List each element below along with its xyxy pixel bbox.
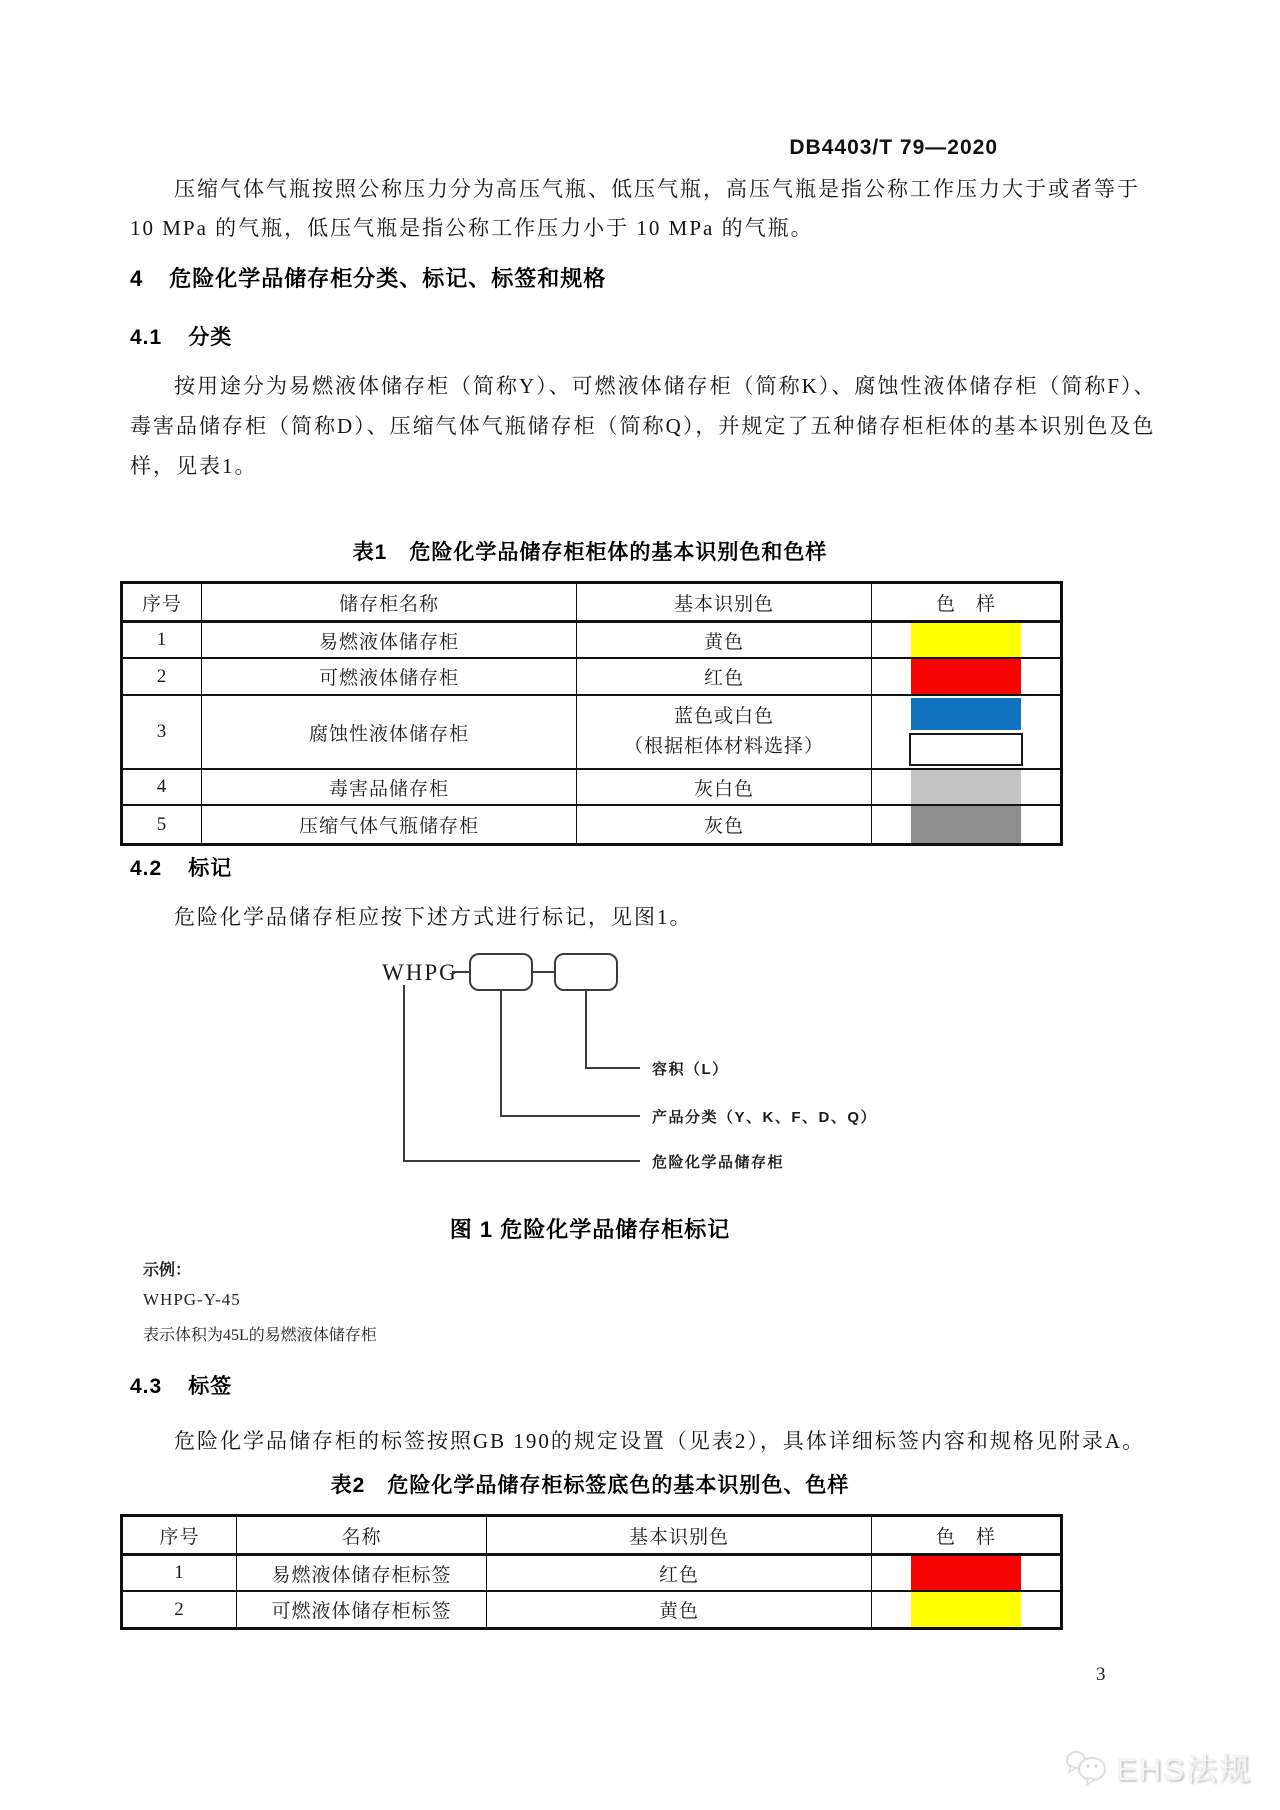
color-swatch	[911, 623, 1021, 657]
section-number: 4	[130, 266, 144, 291]
callout-line-volume	[586, 990, 640, 1068]
classification-paragraph	[130, 366, 1182, 486]
section-4-3-heading	[130, 1370, 232, 1400]
color-swatch-cell	[872, 622, 1062, 659]
table1-title-text: 危险化学品储存柜柜体的基本识别色和色样	[409, 541, 828, 564]
color-name: 红色	[577, 658, 872, 695]
column-header: 序号	[122, 583, 202, 622]
section-title: 分类	[188, 326, 233, 349]
color-name: 黄色	[577, 622, 872, 659]
paragraph-line: 样，见表1。	[130, 454, 258, 478]
color-swatch	[911, 1556, 1021, 1590]
example-code: WHPG-Y-45	[143, 1290, 241, 1309]
color-swatch-cell	[872, 1591, 1062, 1629]
table-row	[122, 622, 1062, 659]
color-swatch	[911, 806, 1021, 843]
color-swatch	[911, 770, 1021, 804]
table-row	[122, 805, 1062, 845]
paragraph-line: 危险化学品储存柜应按下述方式进行标记，见图1。	[174, 905, 693, 929]
color-swatch-cell	[872, 805, 1062, 845]
callout-line-cabinet	[404, 985, 640, 1161]
color-name: 灰白色	[577, 769, 872, 805]
color-swatch-cell	[872, 695, 1062, 769]
table-row	[122, 769, 1062, 805]
page-number: 3	[1096, 1664, 1106, 1685]
table-row	[122, 658, 1062, 695]
wechat-icon	[1064, 1747, 1110, 1787]
paragraph-line: 毒害品储存柜（简称D）、压缩气体气瓶储存柜（简称Q），并规定了五种储存柜柜体的基本识别色及色	[130, 414, 1156, 438]
color-swatch	[911, 698, 1021, 730]
row-no: 2	[122, 1591, 237, 1629]
table1-title	[120, 536, 1060, 566]
paragraph-line: 按用途分为易燃液体储存柜（简称Y）、可燃液体储存柜（简称K）、腐蚀性液体储存柜（简称F）、	[174, 374, 1157, 398]
section-number: 4.3	[130, 1375, 163, 1398]
color-name: 黄色	[487, 1591, 872, 1629]
row-no: 2	[122, 658, 202, 695]
label-paragraph	[130, 1422, 1182, 1461]
label-name: 易燃液体储存柜标签	[237, 1555, 487, 1592]
section-number: 4.2	[130, 857, 163, 880]
section-title: 标签	[188, 1375, 233, 1398]
color-note: （根据柜体材料选择）	[623, 736, 824, 757]
column-header: 储存柜名称	[202, 583, 577, 622]
standard-code: DB4403/T 79—2020	[789, 136, 998, 159]
column-header: 色 样	[872, 1516, 1062, 1555]
callout-line-classification	[501, 990, 640, 1116]
column-header: 名称	[237, 1516, 487, 1555]
table-row	[122, 1591, 1062, 1629]
color-swatch	[911, 659, 1021, 694]
column-header: 基本识别色	[577, 583, 872, 622]
color-name: 灰色	[577, 805, 872, 845]
column-header: 基本识别色	[487, 1516, 872, 1555]
marking-paragraph	[130, 898, 1182, 937]
table2	[120, 1514, 1063, 1630]
section-title: 标记	[188, 857, 233, 880]
table2-title-text: 危险化学品储存柜标签底色的基本识别色、色样	[387, 1474, 850, 1497]
table2-title	[120, 1469, 1060, 1499]
color-name: 红色	[487, 1555, 872, 1592]
table1	[120, 581, 1063, 846]
color-swatch-cell	[872, 658, 1062, 695]
row-no: 1	[122, 622, 202, 659]
paragraph-line: 危险化学品储存柜的标签按照GB 190的规定设置（见表2），具体详细标签内容和规格见附录A。	[174, 1429, 1146, 1453]
cabinet-name: 易燃液体储存柜	[202, 622, 577, 659]
color-swatch-cell	[872, 1555, 1062, 1592]
color-name: 蓝色或白色	[673, 706, 774, 727]
section-number: 4.1	[130, 326, 163, 349]
column-header: 色 样	[872, 583, 1062, 622]
color-swatch-cell	[872, 769, 1062, 805]
figure-root-label: WHPG	[382, 960, 458, 985]
watermark-text: EHS法规	[1116, 1752, 1252, 1787]
row-no: 1	[122, 1555, 237, 1592]
figure1-caption: 图 1 危险化学品储存柜标记	[449, 1217, 731, 1242]
section-4-heading	[130, 262, 606, 293]
marking-structure-figure	[340, 945, 980, 1177]
column-header: 序号	[122, 1516, 237, 1555]
table2-number: 表2	[330, 1474, 366, 1497]
label-name: 可燃液体储存柜标签	[237, 1591, 487, 1629]
volume-box	[555, 954, 617, 990]
intro-paragraph	[130, 170, 1182, 248]
table1-number: 表1	[352, 541, 388, 564]
example-description: 表示体积为45L的易燃液体储存柜	[143, 1327, 377, 1344]
paragraph-line: 10 MPa 的气瓶，低压气瓶是指公称工作压力小于 10 MPa 的气瓶。	[130, 216, 814, 240]
section-4-1-heading	[130, 321, 232, 351]
color-swatch	[911, 1592, 1021, 1627]
section-4-2-heading	[130, 852, 232, 882]
color-name-cell	[577, 695, 872, 769]
color-swatch	[909, 733, 1023, 766]
section-title: 危险化学品储存柜分类、标记、标签和规格	[169, 266, 607, 291]
callout-volume: 容积（L）	[652, 1061, 729, 1078]
watermark	[1064, 1744, 1252, 1789]
table-header-row	[122, 583, 1062, 622]
row-no: 3	[122, 695, 202, 769]
paragraph-line: 压缩气体气瓶按照公称压力分为高压气瓶、低压气瓶，高压气瓶是指公称工作压力大于或者等于	[174, 177, 1140, 201]
cabinet-name: 毒害品储存柜	[202, 769, 577, 805]
row-no: 5	[122, 805, 202, 845]
classification-box	[470, 954, 532, 990]
table-header-row	[122, 1516, 1062, 1555]
table-row	[122, 695, 1062, 769]
callout-cabinet: 危险化学品储存柜	[652, 1154, 785, 1171]
cabinet-name: 可燃液体储存柜	[202, 658, 577, 695]
row-no: 4	[122, 769, 202, 805]
table-row	[122, 1555, 1062, 1592]
callout-classification: 产品分类（Y、K、F、D、Q）	[652, 1109, 878, 1126]
cabinet-name: 压缩气体气瓶储存柜	[202, 805, 577, 845]
example-label: 示例：	[143, 1262, 192, 1279]
cabinet-name: 腐蚀性液体储存柜	[202, 695, 577, 769]
